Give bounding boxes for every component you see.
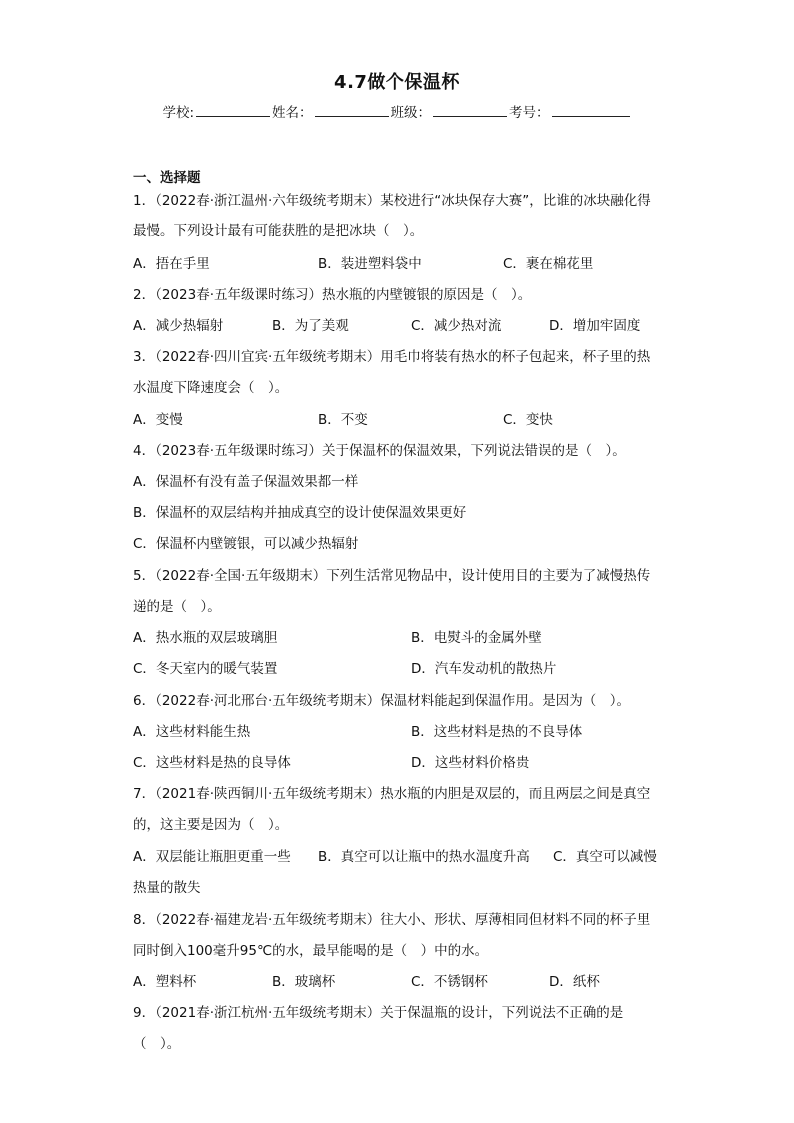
question-5-option-d[interactable]: D．汽车发动机的散热片 — [411, 661, 557, 677]
page-title: 4.7做个保温杯 — [334, 72, 460, 93]
question-9-line-2: （ ）。 — [133, 1036, 181, 1052]
name-blank[interactable] — [315, 104, 389, 117]
class-label: 班级： — [390, 105, 432, 121]
question-5-line-2: 递的是（ ）。 — [133, 599, 221, 615]
question-1-option-a[interactable]: A．捂在手里 — [133, 256, 210, 272]
question-5-option-c[interactable]: C．冬天室内的暖气装置 — [133, 661, 278, 677]
question-5-option-a[interactable]: A．热水瓶的双层玻璃胆 — [133, 630, 278, 646]
question-6-option-a[interactable]: A．这些材料能生热 — [133, 724, 251, 740]
question-8-line-2: 同时倒入100毫升95℃的水，最早能喝的是（ ）中的水。 — [133, 943, 489, 959]
question-6-option-b[interactable]: B．这些材料是热的不良导体 — [411, 724, 583, 740]
question-7-option-b[interactable]: B．真空可以让瓶中的热水温度升高 — [318, 849, 530, 865]
question-3-line-2: 水温度下降速度会（ ）。 — [133, 380, 289, 396]
question-8-option-c[interactable]: C．不锈钢杯 — [411, 974, 488, 990]
section-title: 一、选择题 — [133, 170, 201, 186]
question-3-line-1: 3．（2022春·四川宜宾·五年级统考期末）用毛巾将装有热水的杯子包起来，杯子里的热 — [133, 349, 651, 365]
question-4-option-c[interactable]: C．保温杯内壁镀银，可以减少热辐射 — [133, 536, 359, 552]
class-blank[interactable] — [433, 104, 507, 117]
school-label: 学校: — [162, 105, 195, 121]
exam-no-blank[interactable] — [552, 104, 630, 117]
question-7-line-2: 的，这主要是因为（ ）。 — [133, 817, 289, 833]
question-5-line-1: 5．（2022春·全国·五年级期末）下列生活常见物品中，设计使用目的主要为了减慢热传 — [133, 568, 651, 584]
question-1-line-1: 1．（2022春·浙江温州·六年级统考期末）某校进行“冰块保存大赛”，比谁的冰块融化得 — [133, 193, 651, 209]
question-2-option-d[interactable]: D．增加牢固度 — [549, 318, 641, 334]
question-3-option-c[interactable]: C．变快 — [503, 412, 553, 428]
question-7-option-a[interactable]: A．双层能让瓶胆更重一些 — [133, 849, 291, 865]
question-2-option-b[interactable]: B．为了美观 — [272, 318, 349, 334]
student-info-row — [0, 101, 794, 121]
question-8-line-1: 8．（2022春·福建龙岩·五年级统考期末）往大小、形状、厚薄相同但材料不同的杯子里 — [133, 912, 651, 928]
question-7-option-c-continued[interactable]: 热量的散失 — [133, 880, 201, 896]
question-4-line-1: 4．（2023春·五年级课时练习）关于保温杯的保温效果，下列说法错误的是（ ）。 — [133, 443, 626, 459]
question-3-option-b[interactable]: B．不变 — [318, 412, 368, 428]
question-6-line-1: 6．（2022春·河北邢台·五年级统考期末）保温材料能起到保温作用。是因为（ ）。 — [133, 693, 631, 709]
question-1-option-c[interactable]: C．裹在棉花里 — [503, 256, 594, 272]
question-8-option-a[interactable]: A．塑料杯 — [133, 974, 197, 990]
school-blank[interactable] — [196, 104, 270, 117]
question-9-line-1: 9．（2021春·浙江杭州·五年级统考期末）关于保温瓶的设计，下列说法不正确的是 — [133, 1005, 624, 1021]
question-1-line-2: 最慢。下列设计最有可能获胜的是把冰块（ ）。 — [133, 223, 424, 239]
question-3-option-a[interactable]: A．变慢 — [133, 412, 183, 428]
question-4-option-b[interactable]: B．保温杯的双层结构并抽成真空的设计使保温效果更好 — [133, 505, 467, 521]
question-4-option-a[interactable]: A．保温杯有没有盖子保温效果都一样 — [133, 474, 359, 490]
question-7-line-1: 7．（2021春·陕西铜川·五年级统考期末）热水瓶的内胆是双层的，而且两层之间是真空 — [133, 786, 651, 802]
question-2-option-a[interactable]: A．减少热辐射 — [133, 318, 224, 334]
question-7-option-c[interactable]: C．真空可以减慢 — [553, 849, 657, 865]
exam-no-label: 考号： — [509, 105, 550, 121]
question-8-option-d[interactable]: D．纸杯 — [549, 974, 600, 990]
question-6-option-d[interactable]: D．这些材料价格贵 — [411, 755, 530, 771]
name-label: 姓名： — [272, 105, 313, 121]
question-1-option-b[interactable]: B．装进塑料袋中 — [318, 256, 422, 272]
question-5-option-b[interactable]: B．电熨斗的金属外壁 — [411, 630, 542, 646]
question-2-option-c[interactable]: C．减少热对流 — [411, 318, 502, 334]
question-6-option-c[interactable]: C．这些材料是热的良导体 — [133, 755, 291, 771]
question-8-option-b[interactable]: B．玻璃杯 — [272, 974, 336, 990]
question-2-line-1: 2．（2023春·五年级课时练习）热水瓶的内壁镀银的原因是（ ）。 — [133, 287, 532, 303]
